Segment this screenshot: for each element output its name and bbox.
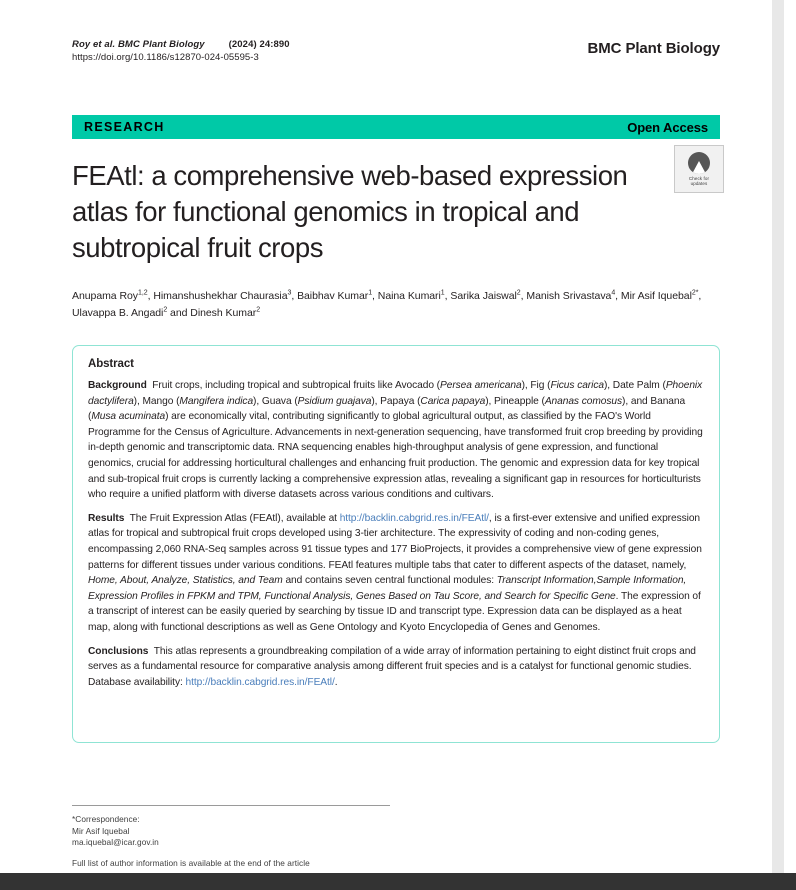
- author-info-note: Full list of author information is available at the end of the article: [72, 857, 310, 868]
- abstract-conclusions: [88, 644, 704, 691]
- article-title: FEAtl: a comprehensive web-based expression atlas for functional genomics in tropical and subtropical fruit crops: [72, 160, 628, 263]
- citation-volume: (2024) 24:890: [228, 39, 290, 50]
- citation-text: Roy et al. BMC Plant Biology: [72, 39, 205, 50]
- scrollbar-track[interactable]: [772, 0, 784, 873]
- author-list: Anupama Roy$^{1,2}$, Himanshushekhar Chaurasia$^3$, Baibhav Kumar$^1$, Naina Kumari$^1$, Sarika Jaiswal$^2$, Manish Srivastava$^4$, Mir Asif Iquebal$^{2*}$, Ulavappa B. Angadi$^2$ and Dinesh Kumar$^2$: [72, 289, 702, 319]
- abstract-results-label: Results: [88, 512, 125, 524]
- article-type-label: RESEARCH: [84, 120, 165, 134]
- journal-title: BMC Plant Biology: [587, 40, 720, 57]
- crossmark-label: [689, 176, 709, 187]
- abstract-results: [88, 511, 704, 636]
- correspondence-email[interactable]: ma.iquebal@icar.gov.in: [72, 837, 159, 847]
- open-access-label: Open Access: [627, 119, 708, 135]
- crossmark-label-line1: Check for: [688, 175, 710, 181]
- crossmark-badge[interactable]: [674, 145, 724, 193]
- article-type-banner: [72, 115, 720, 139]
- abstract-results-text: The Fruit Expression Atlas (FEAtl), available at http://backlin.cabgrid.res.in/FEAtl/, is a first-ever extensive and unified expression atlas for tropical and subtropical fruit crops developed using 3-tier architecture. The expressivity of coding and non-coding genes, encompassing 2,060 RNA-Seq samples across 91 tissue types and 177 BioProjects, it provides a comprehensive view of gene expression patterns for different tissues under various conditions. FEAtl features multiple tabs that cater to different aspects of the dataset, namely, Home, About, Analyze, Statistics, and Team and contains seven central functional modules: Transcript Information,Sample Information, Expression Profiles in FPKM and TPM, Functional Analysis, Genes Based on Tau Score, and Search for Specific Gene. The expression of a transcript of interest can be easily queried by searching by tissue ID and transcript type. Expression data can be displayed as a heat map, along with functional descriptions as well as Gene Ontology and Kyoto Encyclopedia of Genes and Genomes.: [88, 512, 702, 633]
- abstract-background-text: Fruit crops, including tropical and subtropical fruits like Avocado (Persea americana), Fig (Ficus carica), Date Palm (Phoenix dactylifera), Mango (Mangifera indica), Guava (Psidium guajava), Papaya (Carica papaya), Pineapple (Ananas comosus), and Banana (Musa acuminata) are economically vital, contributing significantly to global agricultural output, as classified by the FAO's World Programme for the Census of Agriculture. Advancements in next-generation sequencing, have transformed fruit crop breeding by providing in-depth genomic and transcriptomic data. RNA sequencing enables high-throughput analysis of gene expression, and functional genomics, crucial for addressing horticultural challenges and enhancing fruit production. The genomic and expression data for key tropical and sub-tropical fruit crops is currently lacking a comprehensive expression atlas, revealing a significant gap in resources for horticulturists who require a unified platform with diverse datasets across various conditions and cultivars.: [88, 380, 703, 501]
- abstract-conclusions-text: This atlas represents a groundbreaking compilation of a wide array of information pertaining to eight distinct fruit crops and serves as a fundamental resource for comparative analysis among different fruit species and is a catalyst for functional genomic studies. Database availability: http://backlin.cabgrid.res.in/FEAtl/.: [88, 645, 696, 688]
- correspondence-label: *Correspondence:: [72, 814, 140, 824]
- crossmark-label-line2: updates: [690, 181, 708, 186]
- correspondence-footer: [72, 805, 392, 869]
- viewer-bottom-bar: [0, 873, 796, 890]
- abstract-conclusions-label: Conclusions: [88, 645, 149, 657]
- crossmark-icon: [688, 152, 710, 174]
- abstract-box: [72, 345, 720, 743]
- abstract-background-label: Background: [88, 380, 147, 391]
- running-head: [72, 38, 720, 72]
- doi-line[interactable]: https://doi.org/10.1186/s12870-024-05595-3: [72, 52, 259, 63]
- abstract-background: [88, 378, 704, 503]
- footer-divider: [72, 805, 390, 806]
- correspondence-name: Mir Asif Iquebal: [72, 825, 130, 836]
- abstract-heading: Abstract: [88, 358, 134, 370]
